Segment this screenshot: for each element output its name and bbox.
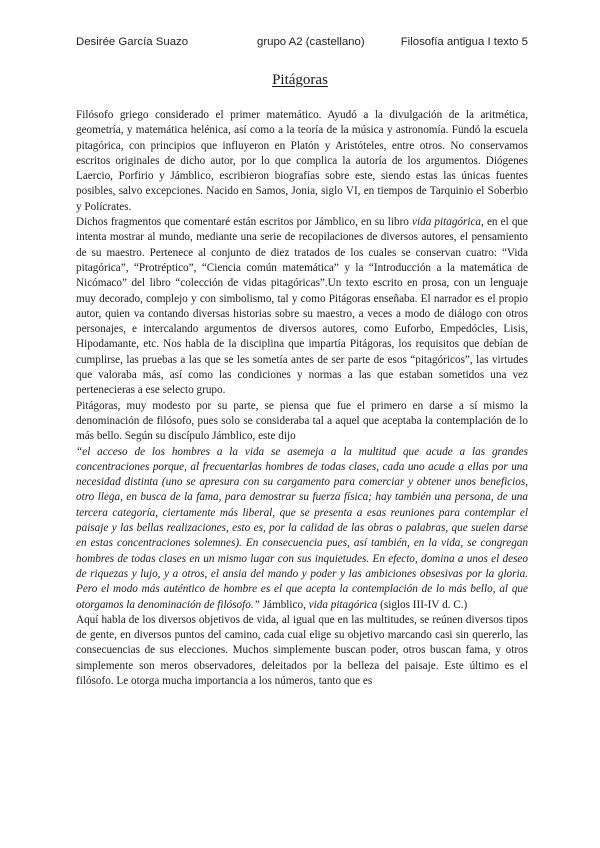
paragraph-intro: Filósofo griego considerado el primer matemático. Ayudó a la divulgación de la aritmética, geometría, y matemática helénica, así como a la teoría de la música y astronomía. Fundó la escuela pitagórica, con principios que influyeron en Platón y Aristóteles, entre otros. No conservamos escritos originales de dicho autor, por lo que complica la autoría de los argumentos. Diógenes Laercio, Porfirio y Jámblico, escribieron biografías sobre este, siendo estas las únicas fuentes posibles, salvo excepciones. Nacido en Samos, Jonia, siglo VI, en tiempos de Tarquinio el Soberbio y Polícrates. [76,109,528,213]
paragraph-sources-text-a: Dichos fragmentos que comentaré están escritos por Jámblico, en su libro [76,216,413,229]
citation-author: Jámblico, [259,598,309,611]
document-body [76,108,528,689]
citation-date: (siglos III-IV d. C.) [377,598,468,611]
quote-block [76,445,528,613]
quote-citation [260,599,467,611]
header-author: Desirée García Suazo [76,36,189,48]
book-title: vida pitagórica, [412,216,484,229]
paragraph-philosopher: Pitágoras, muy modesto por su parte, se piensa que fue el primero en darse a sí mismo la denominación de filósofo, pues solo se consideraba tal a aquel que aceptaba la contemplación de lo más bello. Según su discípulo Jámblico, este dijo [76,399,528,443]
header-course: Filosofía antigua I texto 5 [400,36,528,48]
paragraph-sources [76,215,528,399]
quote-text: “el acceso de los hombres a la vida se asemeja a la multitud que acude a las grandes concentraciones porque, al frecuentarlas hombres de todas clases, cada uno acude a ellas por una necesidad distinta (uno se apresura con su cargamento para comerciar y obtener unos beneficios, otro llega, en busca de la fama, para demostrar su fuerza física; hay también una persona, de una tercera categoría, ciertamente más liberal, que se presenta a esas reuniones para contemplar el paisaje y las bellas realizaciones, esto es, por la calidad de las obras o palabras, que suelen darse en estas concentraciones solemnes). En consecuencia pues, así también, en la vida, se congregan hombres de todas clases en un mismo lugar con sus inquietudes. En efecto, domina a unos el deseo de riquezas y lujo, y a otros, el ansia del mando y poder y las ambiciones obsesivas por la gloria. Pero el modo más auténtico de hombre es el que acepta la contemplación de lo más bello, al que otorgamos la denominación de filósofo.” [76,445,528,611]
header-group: grupo A2 (castellano) [257,36,365,48]
document-title: Pitágoras [272,72,328,88]
citation-book: vida pitagórica [308,598,378,611]
paragraph-commentary: Aquí habla de los diversos objetivos de vida, al igual que en las multitudes, se reúnen diversos tipos de gente, en diversos puntos del camino, cada cual elige su objetivo marcando casi sin quererlo, las consecuencias de sus elecciones. Muchos simplemente buscan poder, otros buscan fama, y otros simplemente son meros observadores, deleitados por la belleza del paisaje. Este último es el filósofo. Le otorga mucha importancia a los números, tanto que es [76,613,528,687]
paragraph-sources-text-b: en el que intenta mostrar al mundo, mediante una serie de recopilaciones de diversos autores, el pensamiento de su maestro. Pertenece al conjunto de diez tratados de los cuales se conservan cuatro: “Vida pitagórica”, “Protréptico”, “Ciencia común matemática” y la “Introducción a la matemática de Nicómaco” del libro “colección de vidas pitagóricas”.Un texto escrito en prosa, con un lenguaje muy decorado, complejo y con simbolismo, tal y como Pitágoras enseñaba. El narrador es el propio autor, quien va contando diversas historias sobre su maestro, a veces a modo de diálogo con otros personajes, e intercalando argumentos de diversos autores, como Euforbo, Empedócles, Lisis, Hipodamante, etc. Nos habla de la disciplina que impartía Pitágoras, los requisitos que debían de cumplirse, las pruebas a las que se les sometía antes de ser parte de esos “pitagóricos”, las virtudes que valoraba más, así como las condiciones y normas a las que estaban sometidos una vez pertenecieras a ese selecto grupo. [76,216,528,397]
